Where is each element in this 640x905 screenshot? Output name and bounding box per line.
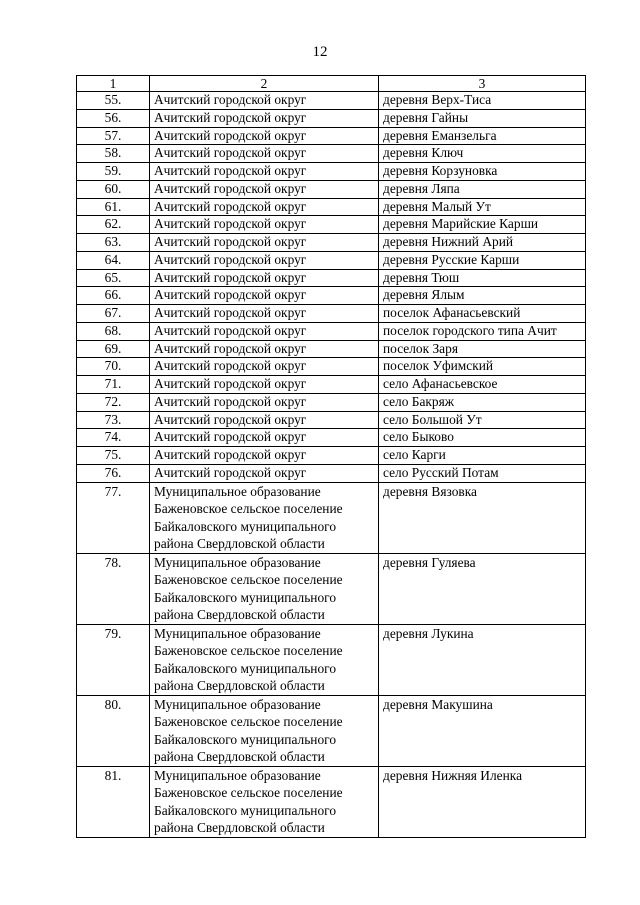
row-number: 72. [77,393,150,411]
row-entity: Ачитский городской округ [150,269,379,287]
row-number: 79. [77,624,150,695]
row-number: 76. [77,464,150,482]
row-number: 67. [77,305,150,323]
row-settlement: деревня Ляпа [379,180,586,198]
table-row [77,482,586,553]
row-entity: Ачитский городской округ [150,447,379,465]
table-header-row [77,76,586,92]
row-settlement: поселок Заря [379,340,586,358]
row-settlement: поселок Афанасьевский [379,305,586,323]
row-entity: Ачитский городской округ [150,216,379,234]
row-entity: Ачитский городской округ [150,340,379,358]
row-settlement: село Карги [379,447,586,465]
row-entity: Ачитский городской округ [150,287,379,305]
row-settlement: деревня Ключ [379,145,586,163]
row-settlement: деревня Ялым [379,287,586,305]
row-number: 77. [77,482,150,553]
table-row [77,358,586,376]
row-number: 73. [77,411,150,429]
row-entity: Ачитский городской округ [150,234,379,252]
row-number: 58. [77,145,150,163]
row-entity: Ачитский городской округ [150,180,379,198]
row-settlement: деревня Нижний Арий [379,234,586,252]
table-row [77,447,586,465]
table-row [77,766,586,837]
table-row [77,393,586,411]
settlements-table [76,75,586,838]
table-row [77,163,586,181]
row-entity: Ачитский городской округ [150,163,379,181]
table-row [77,251,586,269]
row-number: 71. [77,376,150,394]
row-entity: Муниципальное образование Баженовское сельское поселение Байкаловского муниципального района Свердловской области [150,695,379,766]
table-row [77,145,586,163]
table-row [77,269,586,287]
row-entity: Муниципальное образование Баженовское сельское поселение Байкаловского муниципального района Свердловской области [150,553,379,624]
row-number: 63. [77,234,150,252]
row-number: 59. [77,163,150,181]
row-number: 56. [77,109,150,127]
row-entity: Ачитский городской округ [150,464,379,482]
row-settlement: село Афанасьевское [379,376,586,394]
row-entity: Муниципальное образование Баженовское сельское поселение Байкаловского муниципального района Свердловской области [150,624,379,695]
table-row [77,287,586,305]
row-entity: Ачитский городской округ [150,92,379,110]
table-row [77,322,586,340]
table-body [77,92,586,838]
table-row [77,464,586,482]
table-row [77,109,586,127]
table-row [77,376,586,394]
row-settlement: деревня Русские Карши [379,251,586,269]
row-settlement: деревня Вязовка [379,482,586,553]
column-header-number: 1 [77,76,150,92]
row-entity: Ачитский городской округ [150,145,379,163]
row-number: 66. [77,287,150,305]
row-settlement: деревня Лукина [379,624,586,695]
table-row [77,180,586,198]
table-row [77,695,586,766]
row-number: 78. [77,553,150,624]
row-entity: Муниципальное образование Баженовское сельское поселение Байкаловского муниципального района Свердловской области [150,766,379,837]
column-header-settlement: 3 [379,76,586,92]
table-row [77,429,586,447]
row-entity: Ачитский городской округ [150,305,379,323]
table-row [77,127,586,145]
row-entity: Муниципальное образование Баженовское сельское поселение Байкаловского муниципального района Свердловской области [150,482,379,553]
table-row [77,340,586,358]
row-settlement: деревня Еманзельга [379,127,586,145]
row-number: 69. [77,340,150,358]
row-number: 60. [77,180,150,198]
row-entity: Ачитский городской округ [150,198,379,216]
row-number: 75. [77,447,150,465]
table-row [77,198,586,216]
row-number: 65. [77,269,150,287]
row-settlement: поселок городского типа Ачит [379,322,586,340]
row-settlement: деревня Верх-Тиса [379,92,586,110]
row-entity: Ачитский городской округ [150,429,379,447]
row-settlement: деревня Макушина [379,695,586,766]
column-header-entity: 2 [150,76,379,92]
row-number: 81. [77,766,150,837]
row-settlement: село Бакряж [379,393,586,411]
row-settlement: деревня Тюш [379,269,586,287]
row-entity: Ачитский городской округ [150,411,379,429]
row-entity: Ачитский городской округ [150,322,379,340]
page-number: 12 [312,44,328,60]
row-number: 57. [77,127,150,145]
row-settlement: деревня Гайны [379,109,586,127]
row-settlement: село Быково [379,429,586,447]
row-settlement: деревня Малый Ут [379,198,586,216]
row-entity: Ачитский городской округ [150,393,379,411]
table-row [77,305,586,323]
row-number: 64. [77,251,150,269]
table-row [77,234,586,252]
row-settlement: село Большой Ут [379,411,586,429]
row-entity: Ачитский городской округ [150,376,379,394]
row-number: 61. [77,198,150,216]
row-settlement: деревня Корзуновка [379,163,586,181]
row-number: 55. [77,92,150,110]
row-settlement: деревня Гуляева [379,553,586,624]
row-number: 70. [77,358,150,376]
table-row [77,553,586,624]
row-number: 62. [77,216,150,234]
row-settlement: деревня Нижняя Иленка [379,766,586,837]
row-entity: Ачитский городской округ [150,251,379,269]
row-entity: Ачитский городской округ [150,358,379,376]
row-entity: Ачитский городской округ [150,127,379,145]
row-settlement: село Русский Потам [379,464,586,482]
table-row [77,92,586,110]
row-settlement: поселок Уфимский [379,358,586,376]
row-number: 74. [77,429,150,447]
row-settlement: деревня Марийские Карши [379,216,586,234]
table-row [77,411,586,429]
table-row [77,624,586,695]
row-entity: Ачитский городской округ [150,109,379,127]
table-row [77,216,586,234]
row-number: 68. [77,322,150,340]
row-number: 80. [77,695,150,766]
